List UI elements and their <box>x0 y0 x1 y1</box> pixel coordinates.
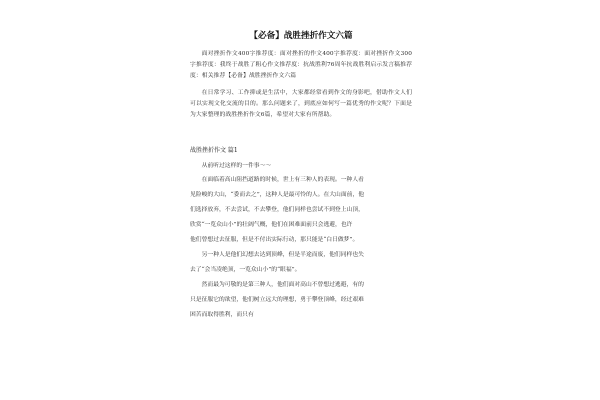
body-line: 然而最为可敬的是第三种人，他们面对高山不曾想过逃避，有的 <box>201 282 364 288</box>
intro-paragraph: 面对挫折作文400字推荐度：面对挫折的作文400字推荐度：面对挫折作文300字推荐度：我终于战胜了粗心作文推荐度：抗战胜利76周年抗战胜利启示发言稿推荐度：相关推荐【必备】战胜挫折作文六篇 <box>190 51 412 79</box>
essay-body <box>190 175 412 321</box>
preface-paragraph: 在日常学习、工作抑或是生活中，大家都经常看到作文的身影吧，借助作文人们可以实现文化交流的目的。那么问题来了，到底应如何写一篇优秀的作文呢？下面是为大家整理的战胜挫折作文6篇，希望对大家有所帮助。 <box>190 90 412 118</box>
body-line: 欣赏“一览众山小”的壮阔气概，他们在困难面前只会逃避，也许 <box>190 222 353 228</box>
document-page <box>190 30 412 325</box>
body-line: 去了“会当凌绝顶，一览众山小”的“眼福”。 <box>190 267 301 273</box>
body-line: 另一种人是他们幻想去达到顶峰，但是半途而废，他们同样也失 <box>201 252 364 258</box>
document-title: 【必备】战胜挫折作文六篇 <box>249 31 353 41</box>
section-gap <box>190 121 412 145</box>
body-line: 困苦而取得胜利，而只有 <box>190 312 254 318</box>
body-line: 们选择放弃，不去尝试，不去攀登，他们同样也尝试不到登上山顶， <box>190 207 364 213</box>
body-line: 他们曾想过去征服，但是不付出实际行动，那只能是“白日做梦”。 <box>190 237 359 243</box>
essay-opening-line: 从前听过这样的一件事～～ <box>201 163 272 169</box>
body-line: 只是征服它的欲望，他们树立远大的理想，勇于攀登顶峰，经过艰难 <box>190 297 364 303</box>
body-line: 见险峻的大山，“委而去之”，这种人是最可怜的人。在大山面前，他 <box>190 192 365 198</box>
section-heading: 战胜挫折作文 篇1 <box>190 147 238 154</box>
body-line: 在面临着高山阻挡道路的时候，世上有三种人的表现。一种人看 <box>201 177 364 183</box>
